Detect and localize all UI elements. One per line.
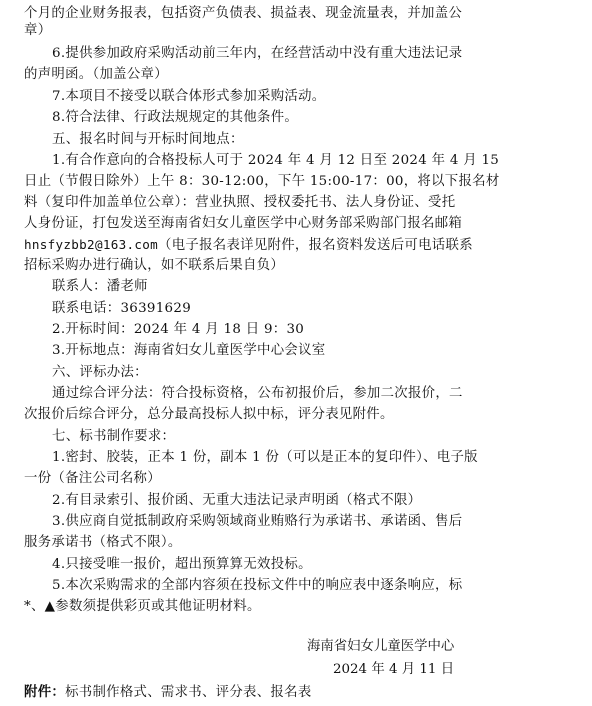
text-line: 2.有目录索引、报价函、无重大违法记录声明函（格式不限） [52, 493, 422, 508]
section-heading: 六、评标办法： [52, 365, 148, 380]
signature-date: 2024 年 4 月 11 日 [333, 662, 455, 677]
text-line: hnsfyzbb2@163.com（电子报名表详见附件，报名资料发送后可电话联系 [24, 237, 473, 253]
text-line: 1.密封、胶装，正本 1 份，副本 1 份（可以是正本的复印件）、电子版 [52, 450, 478, 465]
text-line: 章） [24, 23, 52, 38]
text-line: 一份（备注公司名称） [24, 471, 161, 486]
text-line: 人身份证，打包发送至海南省妇女儿童医学中心财务部采购部门报名邮箱 [24, 216, 463, 231]
attachment-text: 标书制作格式、需求书、评分表、报名表 [65, 685, 312, 700]
text-line: 2.开标时间：2024 年 4 月 18 日 9：30 [52, 322, 305, 337]
text-line: 个月的企业财务报表，包括资产负债表、损益表、现金流量表，并加盖公 [24, 6, 463, 21]
section-heading: 七、标书制作要求： [52, 429, 176, 444]
email-link[interactable]: hnsfyzbb2@163.com [24, 237, 158, 252]
text-line: 招标采购办进行确认，如不联系后果自负） [24, 258, 285, 273]
text-line: 的声明函。（加盖公章） [24, 67, 168, 82]
contact-phone: 联系电话：36391629 [52, 301, 192, 316]
text-line: 6.提供参加政府采购活动前三年内，在经营活动中没有重大违法记录 [52, 46, 463, 61]
attachment-line [24, 681, 312, 704]
contact-person: 联系人：潘老师 [52, 279, 148, 294]
text-line: 3.供应商自觉抵制政府采购领域商业贿赂行为承诺书、承诺函、售后 [52, 514, 463, 529]
text-line: *、▲参数须提供彩页或其他证明材料。 [24, 599, 261, 614]
section-heading: 五、报名时间与开标时间地点： [52, 132, 244, 147]
attachment-label: 附件： [24, 684, 66, 700]
text-line: 日止（节假日除外）上午 8：30-12:00，下午 15:00-17：00，将以下报名材 [24, 174, 500, 189]
text-line: 7.本项目不接受以联合体形式参加采购活动。 [52, 89, 326, 104]
text-line: 5.本次采购需求的全部内容须在投标文件中的响应表中逐条响应，标 [52, 578, 463, 593]
text-line: 通过综合评分法：符合投标资格，公布初报价后，参加二次报价，二 [52, 386, 463, 401]
text-line: 3.开标地点：海南省妇女儿童医学中心会议室 [52, 343, 326, 358]
text-line: 次报价后综合评分，总分最高投标人拟中标，评分表见附件。 [24, 407, 394, 422]
text-line: 8.符合法律、行政法规规定的其他条件。 [52, 110, 299, 125]
text-line: 服务承诺书（格式不限）。 [24, 535, 182, 550]
text-line: 料（复印件加盖单位公章）：营业执照、授权委托书、法人身份证、受托 [24, 195, 456, 210]
text-line: 1.有合作意向的合格投标人可于 2024 年 4 月 12 日至 2024 年 4 月 15 [52, 153, 500, 168]
signature-org: 海南省妇女儿童医学中心 [307, 639, 455, 654]
text-line: 4.只接受唯一报价，超出预算算无效投标。 [52, 557, 312, 572]
